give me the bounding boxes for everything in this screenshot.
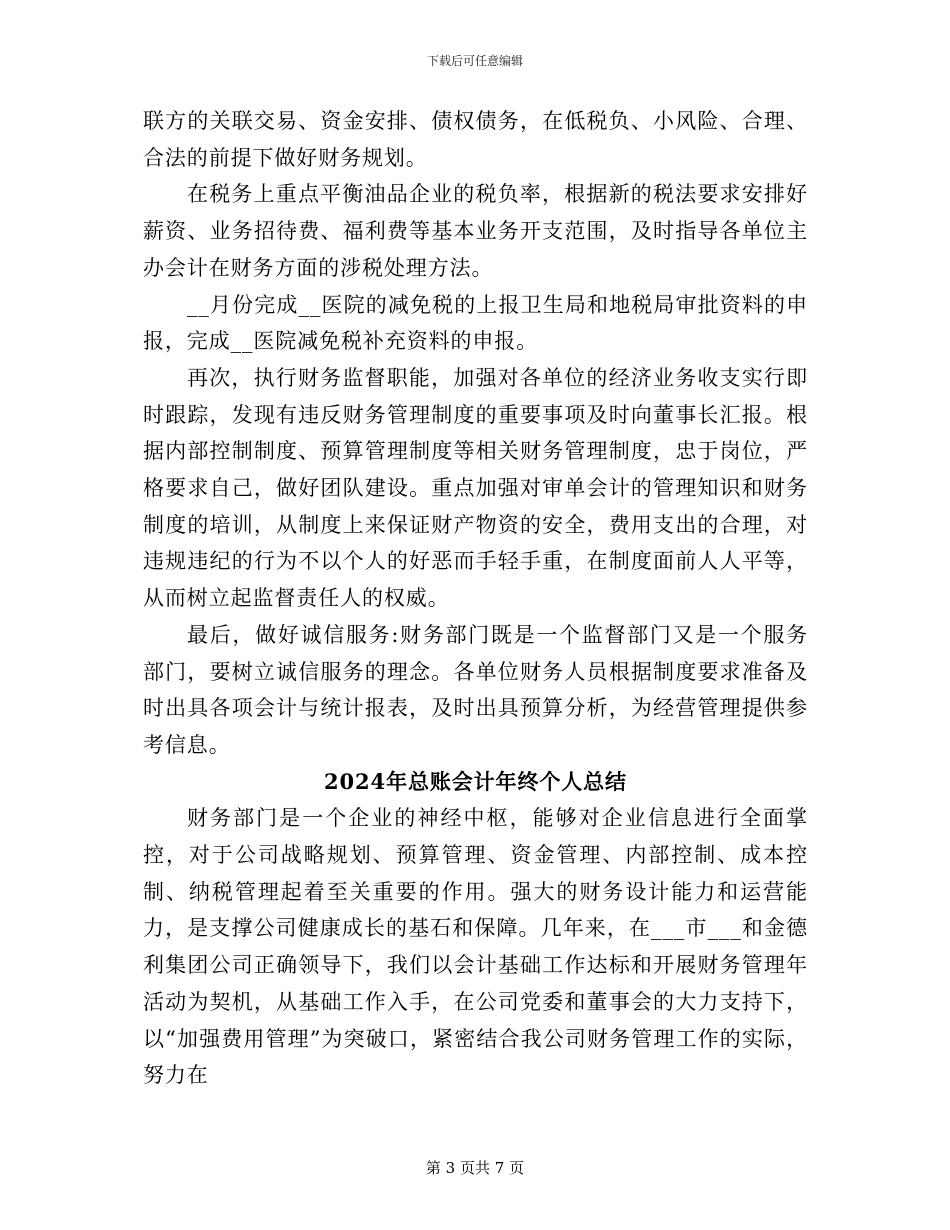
page-header: 下载后可任意编辑: [426, 54, 523, 68]
paragraph-supervision: 再次，执行财务监督职能，加强对各单位的经济业务收支实行即时跟踪，发现有违反财务管理制度的重要事项及时向董事长汇报。根据内部控制制度、预算管理制度等相关财务管理制度，忠于岗位，严格要求自己，做好团队建设。重点加强对审单会计的管理知识和财务制度的培训，从制度上来保证财产物资的安全，费用支出的合理，对违规违纪的行为不以个人的好恶而手轻手重，在制度面前人人平等，从而树立起监督责任人的权威。: [143, 365, 808, 611]
document-body: [143, 103, 808, 1094]
section-title: 2024年总账会计年终个人总结: [324, 768, 627, 794]
paragraph-continued: 联方的关联交易、资金安排、债权债务，在低税负、小风险、合理、合法的前提下做好财务规划。: [143, 109, 808, 170]
paragraph-intro: 财务部门是一个企业的神经中枢，能够对企业信息进行全面掌控，对于公司战略规划、预算管理、资金管理、内部控制、成本控制、纳税管理起着至关重要的作用。强大的财务设计能力和运营能力，是支撑公司健康成长的基石和保障。几年来，在___市___和金德利集团公司正确领导下，我们以会计基础工作达标和开展财务管理年活动为契机，从基础工作入手，在公司党委和董事会的大力支持下，以“加强费用管理”为突破口，紧密结合我公司财务管理工作的实际，努力在: [143, 806, 808, 1088]
paragraph-hospital-tax: __月份完成__医院的减免税的上报卫生局和地税局审批资料的申报，完成__医院减免税补充资料的申报。: [143, 292, 808, 354]
paragraph-service: 最后，做好诚信服务:财务部门既是一个监督部门又是一个服务部门，要树立诚信服务的理念。各单位财务人员根据制度要求准备及时出具各项会计与统计报表，及时出具预算分析，为经营管理提供参考信息。: [143, 622, 808, 757]
paragraph-tax: 在税务上重点平衡油品企业的税负率，根据新的税法要求安排好薪资、业务招待费、福利费等基本业务开支范围，及时指导各单位主办会计在财务方面的涉税处理方法。: [143, 182, 808, 280]
page-number: 第 3 页共 7 页: [425, 1159, 525, 1177]
